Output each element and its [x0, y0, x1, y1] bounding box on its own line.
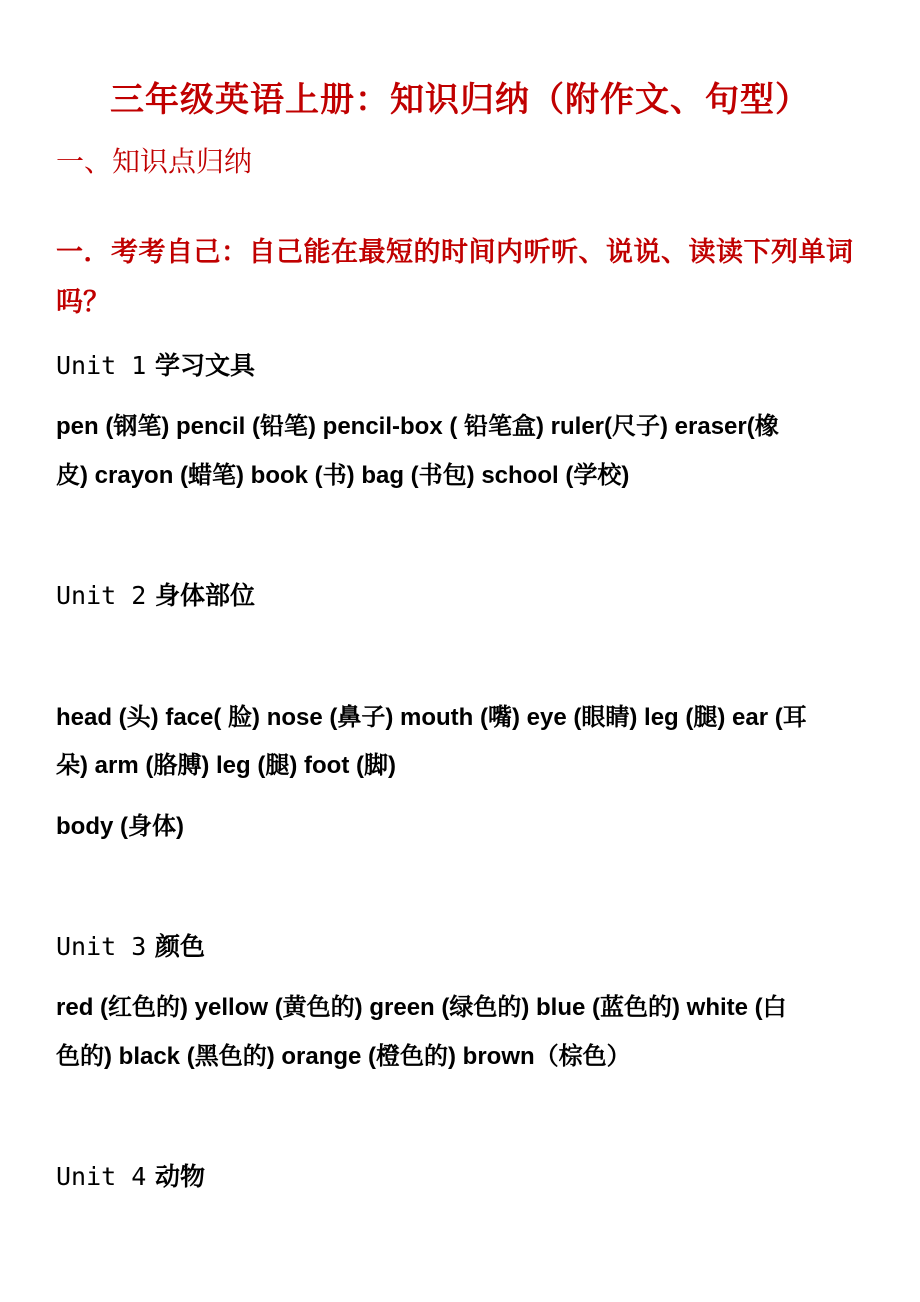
unit-2-vocab-line-2: 朵) arm (胳膊) leg (腿) foot (脚) — [56, 752, 396, 779]
unit-1-heading — [56, 346, 255, 382]
unit-3-heading — [56, 927, 205, 963]
question-line-2: 吗？ — [56, 287, 110, 318]
unit-1-topic: 学习文具 — [155, 351, 256, 380]
unit-2-vocab-line-3: body (身体) — [56, 813, 184, 840]
unit-3-vocab-line-2: 色的) black (黑色的) orange (橙色的) brown（棕色） — [56, 1043, 631, 1070]
unit-2-topic: 身体部位 — [155, 581, 256, 610]
document-title: 三年级英语上册：知识归纳（附作文、句型） — [110, 80, 810, 120]
section-heading: 一、知识点归纳 — [56, 145, 253, 178]
unit-4-topic: 动物 — [155, 1162, 206, 1191]
unit-2-heading — [56, 576, 255, 612]
unit-2-vocab-line-1: head (头) face( 脸) nose (鼻子) mouth (嘴) eye (眼睛) leg (腿) ear (耳 — [56, 704, 807, 731]
unit-1-vocab-line-1: pen (钢笔) pencil (铅笔) pencil-box ( 铅笔盒) ruler(尺子) eraser(橡 — [56, 413, 779, 440]
unit-3-topic: 颜色 — [155, 932, 206, 961]
unit-3-label: Unit 3 — [56, 932, 147, 961]
unit-4-label: Unit 4 — [56, 1162, 147, 1191]
unit-2-label: Unit 2 — [56, 581, 147, 610]
unit-3-vocab-line-1: red (红色的) yellow (黄色的) green (绿色的) blue (蓝色的) white (白 — [56, 994, 787, 1021]
unit-4-heading — [56, 1157, 205, 1193]
question-line-1: 一．考考自己：自己能在最短的时间内听听、说说、读读下列单词 — [56, 237, 854, 268]
unit-1-vocab-line-2: 皮) crayon (蜡笔) book (书) bag (书包) school (学校) — [56, 462, 630, 489]
unit-1-label: Unit 1 — [56, 351, 147, 380]
